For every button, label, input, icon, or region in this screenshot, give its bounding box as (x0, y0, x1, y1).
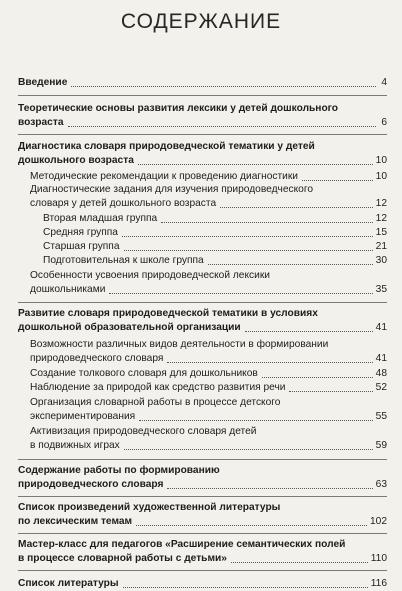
dot-leader (124, 449, 373, 450)
toc-subentry-experimentation[interactable]: Организация словарной работы в процессе детского экспериментирования 55 (30, 397, 387, 422)
page-number: 4 (381, 77, 387, 88)
dot-leader (109, 293, 372, 294)
dot-leader (136, 525, 367, 526)
separator (18, 533, 387, 534)
separator (18, 496, 387, 497)
page-number: 116 (370, 578, 387, 589)
toc-subentry-method-recommendations[interactable]: Методические рекомендации к проведению диагностики 10 (30, 171, 387, 182)
page-title: СОДЕРЖАНИЕ (120, 10, 282, 33)
page-number: 52 (375, 382, 387, 393)
toc-subentry-outdoor-games[interactable]: Активизация природоведческого словаря детей в подвижных играх 59 (30, 426, 387, 451)
dot-leader (262, 377, 373, 378)
dot-leader (208, 264, 373, 265)
dot-leader (68, 126, 377, 127)
dot-leader (231, 562, 368, 563)
page-number: 110 (370, 553, 387, 564)
dot-leader (161, 222, 373, 223)
dot-leader (289, 391, 372, 392)
toc-entry-introduction[interactable]: Введение 4 (18, 77, 387, 88)
toc-subentry-preparatory-group[interactable]: Подготовительная к школе группа 30 (43, 255, 387, 266)
toc-subentry-senior-group[interactable]: Старшая группа 21 (43, 241, 387, 252)
page-number: 12 (375, 198, 387, 209)
page-number: 59 (375, 440, 387, 451)
dot-leader (138, 164, 373, 165)
toc-subentry-middle-group[interactable]: Средняя группа 15 (43, 227, 387, 238)
separator (18, 302, 387, 303)
page-number: 30 (375, 255, 387, 266)
page-number: 35 (375, 284, 387, 295)
dot-leader (123, 587, 368, 588)
page-number: 15 (375, 227, 387, 238)
separator (18, 459, 387, 460)
dot-leader (220, 207, 373, 208)
dot-leader (245, 331, 373, 332)
dot-leader (302, 180, 373, 181)
dot-leader (167, 362, 372, 363)
toc-entry-master-class[interactable]: Мастер-класс для педагогов «Расширение семантических полей в процессе словарной работы с детьми» 110 (18, 539, 387, 564)
separator (18, 570, 387, 571)
dot-leader (139, 420, 372, 421)
page-number: 6 (381, 117, 387, 128)
page-number: 48 (375, 368, 387, 379)
toc-entry-work-content[interactable]: Содержание работы по формированию природоведческого словаря 63 (18, 465, 387, 490)
toc-subentry-vocabulary-features[interactable]: Особенности усвоения природоведческой лексики дошкольниками 35 (30, 270, 387, 295)
dot-leader (167, 488, 372, 489)
page-number: 41 (375, 353, 387, 364)
page-number: 10 (375, 171, 387, 182)
toc-entry-references[interactable]: Список литературы 116 (18, 578, 387, 589)
toc-entry-literature-works[interactable]: Список произведений художественной литературы по лексическим темам 102 (18, 502, 387, 527)
toc-subentry-explanatory-dictionary[interactable]: Создание толкового словаря для дошкольников 48 (30, 368, 387, 379)
toc-entry-diagnostics[interactable]: Диагностика словаря природоведческой тематики у детей дошкольного возраста 10 (18, 141, 387, 166)
dot-leader (124, 250, 373, 251)
toc-entry-development[interactable]: Развитие словаря природоведческой тематики в условиях дошкольной образовательной организации 41 (18, 308, 387, 333)
page-number: 21 (375, 241, 387, 252)
page-number: 41 (375, 322, 387, 333)
page-number: 10 (375, 155, 387, 166)
dot-leader (122, 236, 373, 237)
page-number: 102 (370, 516, 387, 527)
toc-entry-theory[interactable]: Теоретические основы развития лексики у детей дошкольного возраста 6 (18, 103, 387, 128)
separator (18, 134, 387, 135)
page-number: 12 (375, 213, 387, 224)
page-number: 63 (375, 479, 387, 490)
page-number: 55 (375, 411, 387, 422)
toc-subentry-nature-observation[interactable]: Наблюдение за природой как средство развития речи 52 (30, 382, 387, 393)
toc-subentry-diagnostic-tasks[interactable]: Диагностические задания для изучения природоведческого словаря у детей дошкольного возраста 12 (30, 184, 387, 209)
toc-subentry-second-junior-group[interactable]: Вторая младшая группа 12 (43, 213, 387, 224)
dot-leader (71, 86, 376, 87)
toc-subentry-activity-types[interactable]: Возможности различных видов деятельности в формировании природоведческого словаря 41 (30, 339, 387, 364)
separator (18, 95, 387, 96)
